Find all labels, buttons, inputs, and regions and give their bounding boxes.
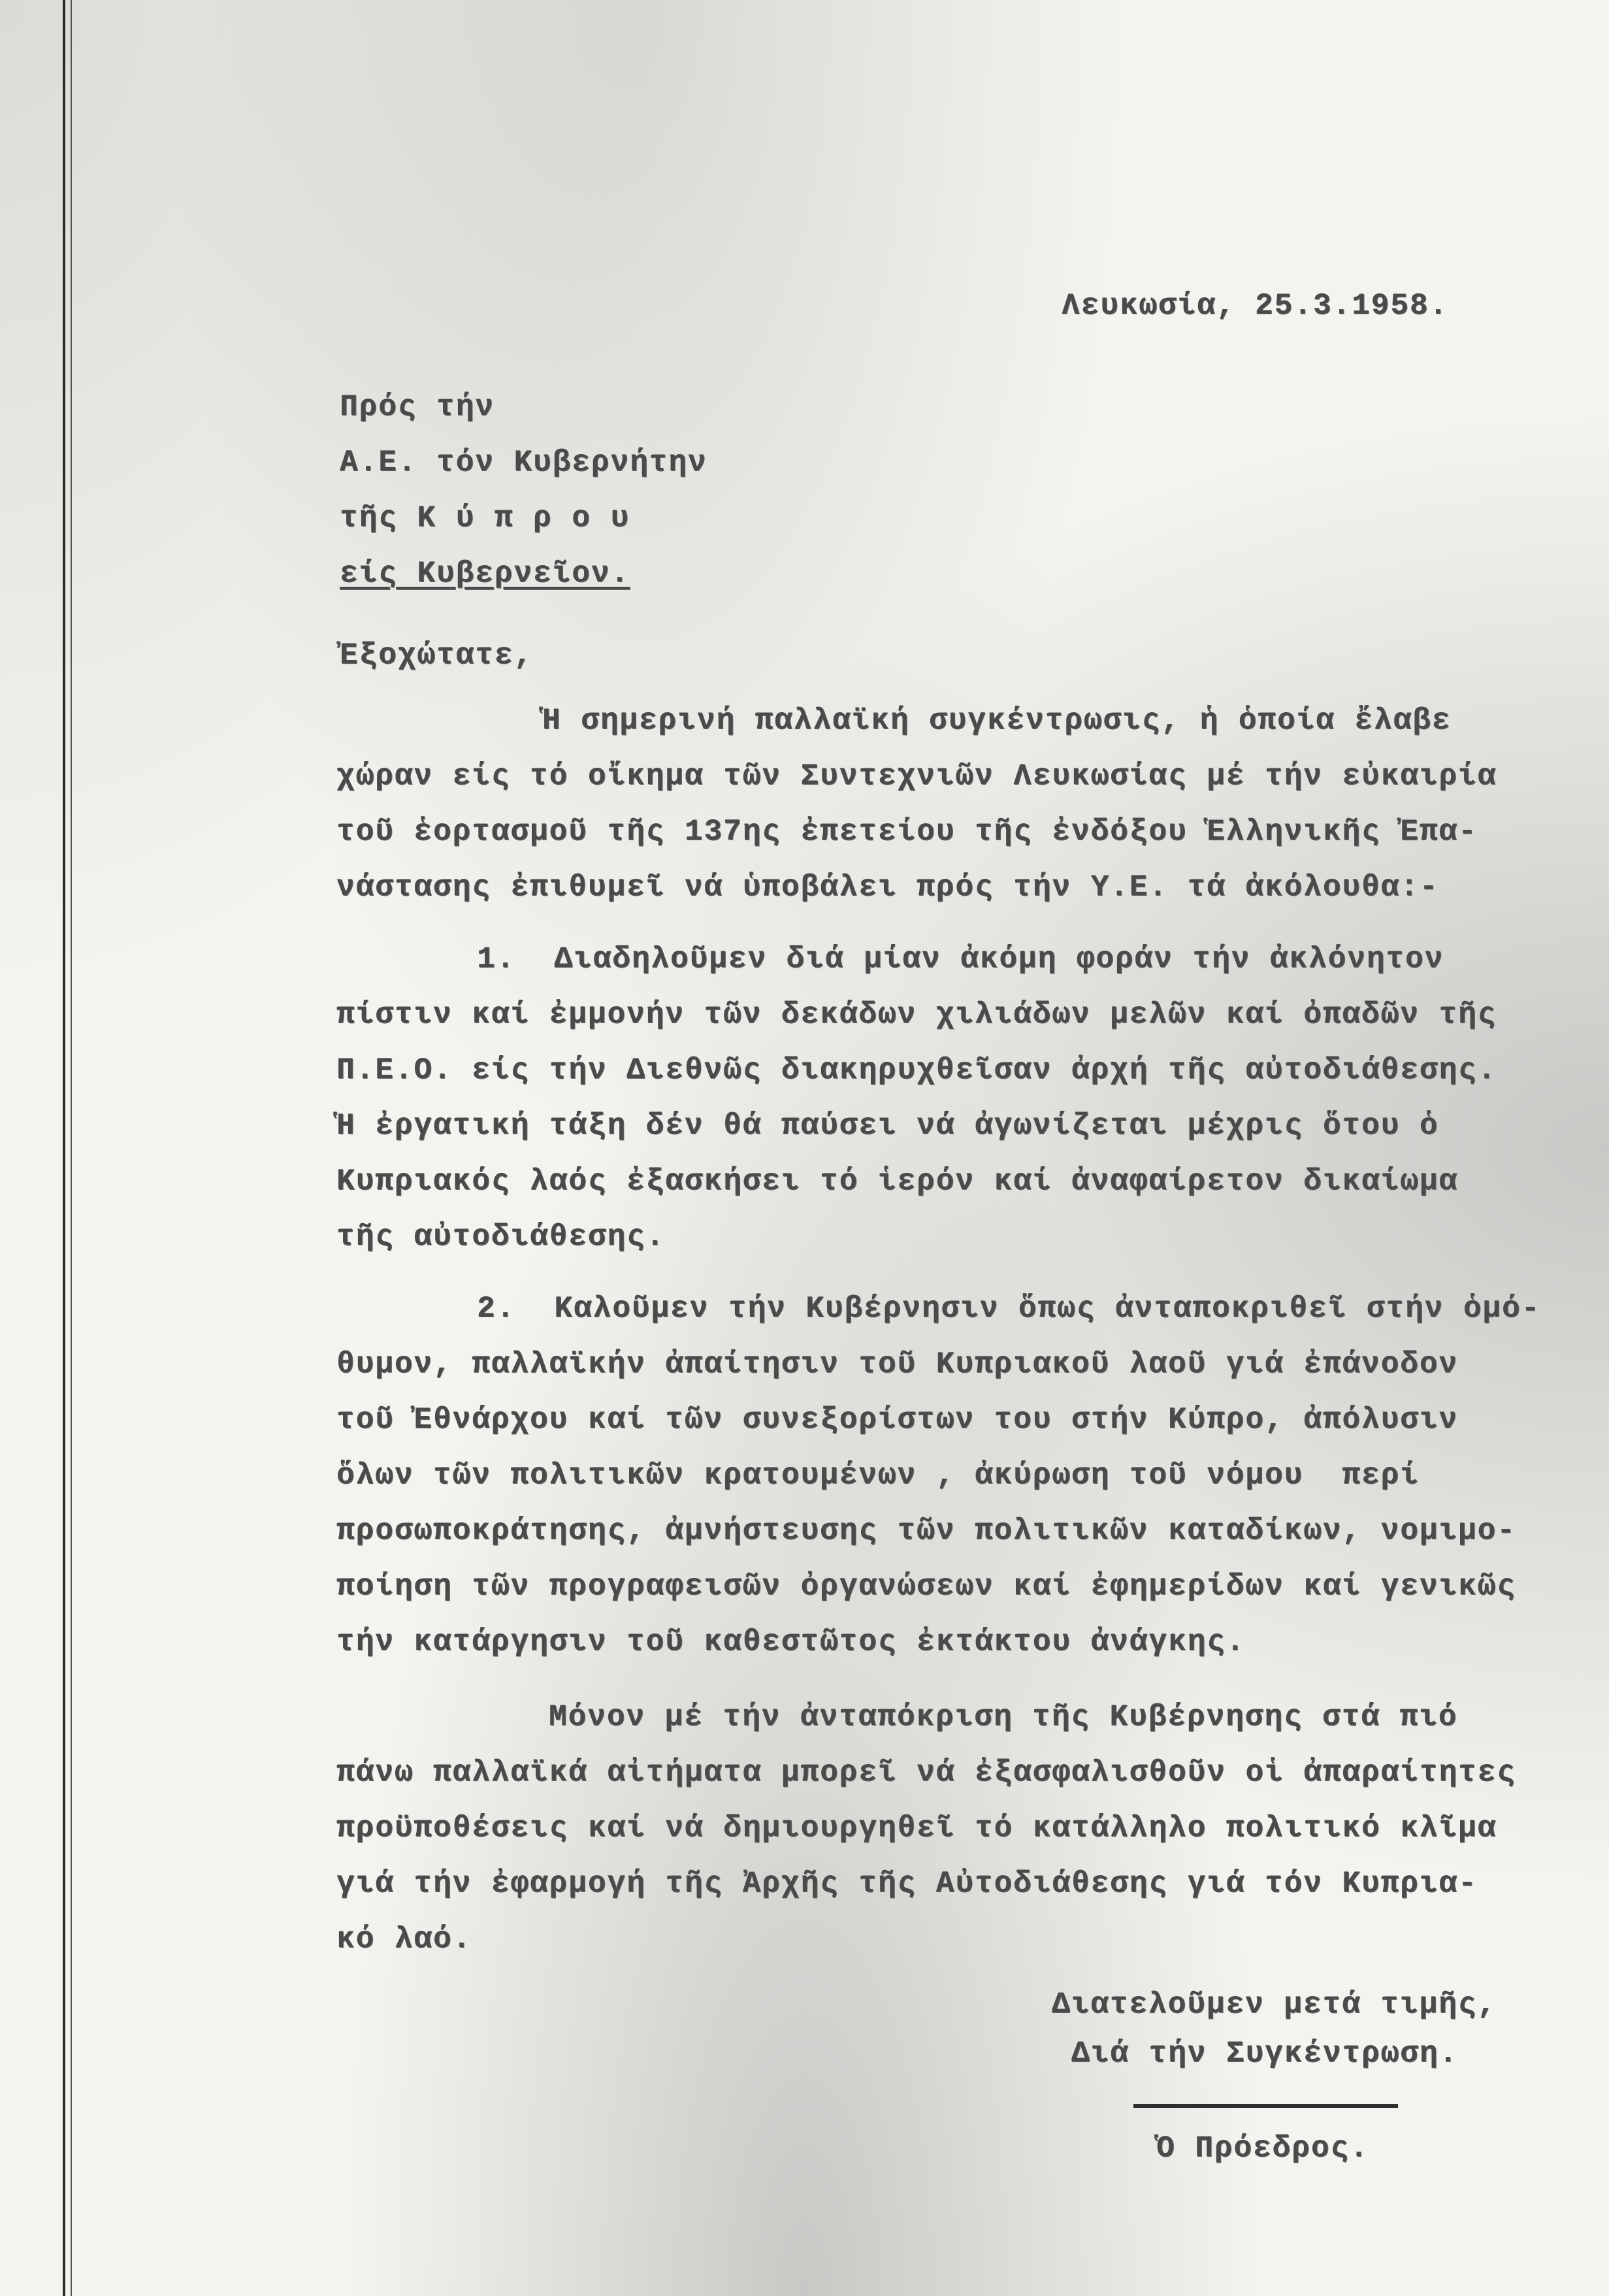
point2-line-3: τοῦ Ἐθνάρχου καί τῶν συνεξορίστων του στήν Κύπρο, ἀπόλυσιν	[336, 1403, 1459, 1437]
address-line-3: τῆς Κ ύ π ρ ο υ	[340, 501, 630, 535]
intro-line-3: τοῦ ἑορτασμοῦ τῆς 137ης ἐπετείου τῆς ἐνδόξου Ἑλληνικῆς Ἐπα-	[336, 815, 1478, 849]
closing-line-4: γιά τήν ἐφαρμογή τῆς Ἀρχῆς τῆς Αὐτοδιάθεσης γιά τόν Κυπρια-	[336, 1867, 1478, 1901]
point2-line-2: θυμον, παλλαϊκήν ἀπαίτησιν τοῦ Κυπριακοῦ λαοῦ γιά ἐπάνοδον	[336, 1347, 1459, 1381]
point1-line-2: πίστιν καί ἐμμονήν τῶν δεκάδων χιλιάδων μελῶν καί ὀπαδῶν τῆς	[336, 998, 1497, 1032]
point2-line-4: ὅλων τῶν πολιτικῶν κρατουμένων , ἀκύρωση τοῦ νόμου περί	[336, 1458, 1420, 1492]
signoff-line-1: Διατελοῦμεν μετά τιμῆς,	[1052, 1988, 1497, 2022]
address-line-4: είς Κυβερνεῖον.	[340, 557, 630, 591]
address-line-2: Α.Ε. τόν Κυβερνήτην	[340, 446, 707, 480]
signature-title: Ὁ Πρόεδρος.	[1156, 2131, 1369, 2165]
point1-line-6: τῆς αὐτοδιάθεσης.	[336, 1220, 666, 1254]
point2-line-1: 2. Καλοῦμεν τήν Κυβέρνησιν ὅπως ἀνταποκριθεῖ στήν ὁμό-	[477, 1292, 1541, 1326]
intro-line-1: Ἡ σημερινή παλλαϊκή συγκέντρωσις, ἡ ὁποία ἔλαβε	[542, 704, 1452, 738]
point2-line-6: ποίηση τῶν προγραφεισῶν ὀργανώσεων καί ἐφημερίδων καί γενικῶς	[336, 1569, 1516, 1603]
signoff-line-2: Διά τήν Συγκέντρωση.	[1071, 2037, 1459, 2071]
point2-line-7: τήν κατάργησιν τοῦ καθεστῶτος ἐκτάκτου ἀνάγκης.	[336, 1625, 1246, 1659]
point1-line-1: 1. Διαδηλοῦμεν διά μίαν ἀκόμη φοράν τήν ἀκλόνητον	[477, 942, 1444, 976]
salutation: Ἐξοχώτατε,	[340, 638, 534, 672]
intro-line-4: νάστασης ἐπιθυμεῖ νά ὑποβάλει πρός τήν Υ.Ε. τά ἀκόλουθα:-	[336, 870, 1439, 904]
point1-line-4: Ἡ ἐργατική τάξη δέν θά παύσει νά ἀγωνίζεται μέχρις ὅτου ὁ	[336, 1109, 1439, 1143]
signature-rule	[1133, 2104, 1398, 2108]
address-line-1: Πρός τήν	[340, 390, 495, 424]
point1-line-3: Π.Ε.Ο. είς τήν Διεθνῶς διακηρυχθεῖσαν ἀρχή τῆς αὐτοδιάθεσης.	[336, 1053, 1497, 1087]
closing-line-5: κό λαό.	[336, 1922, 472, 1956]
point2-line-5: προσωποκράτησης, ἀμνήστευσης τῶν πολιτικῶν καταδίκων, νομιμο-	[336, 1514, 1516, 1548]
closing-line-3: προϋποθέσεις καί νά δημιουργηθεῖ τό κατάλληλο πολιτικό κλῖμα	[336, 1811, 1497, 1845]
scan-edge-line	[63, 0, 65, 2296]
intro-line-2: χώραν είς τό οἴκημα τῶν Συντεχνιῶν Λευκωσίας μέ τήν εὐκαιρία	[336, 759, 1497, 793]
point1-line-5: Κυπριακός λαός ἐξασκήσει τό ἱερόν καί ἀναφαίρετον δικαίωμα	[336, 1164, 1459, 1198]
scan-edge-line-inner	[71, 0, 72, 2296]
closing-line-2: πάνω παλλαϊκά αἰτήματα μπορεῖ νά ἐξασφαλισθοῦν οἱ ἀπαραίτητες	[336, 1756, 1516, 1790]
closing-line-1: Μόνον μέ τήν ἀνταπόκριση τῆς Κυβέρνησης στά πιό	[549, 1700, 1458, 1734]
letter-date: Λευκωσία, 25.3.1958.	[1062, 289, 1449, 323]
